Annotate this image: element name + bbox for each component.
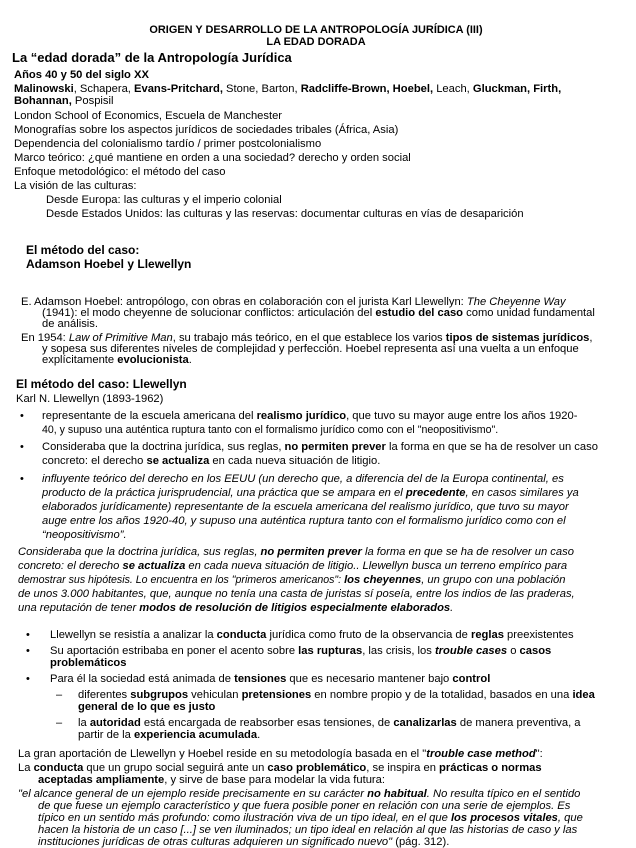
hoebel-text: En 1954: (21, 332, 69, 344)
list-emphasis: control (452, 673, 491, 685)
quote-text: (pág. 312). (392, 836, 450, 848)
hoebel-line: de análisis. (42, 318, 98, 330)
paragraph-text: en cada nueva situación de litigio.. Llewellyn busca un terreno empírico para (185, 560, 568, 572)
final-text: La gran aportación de Llewellyn y Hoebel reside en su metodología basada en el " (18, 748, 427, 760)
final-text: ": (535, 748, 543, 760)
list-text: Su aportación estribaba en poner el acento sobre (50, 645, 299, 657)
hoebel-text: E. Adamson Hoebel: antropólogo, con obras en colaboración con el jurista Karl Llewellyn: (21, 296, 467, 308)
bullet-dot: • (26, 673, 30, 685)
info-line: Monografías sobre los aspectos jurídicos de sociedades tribales (África, Asia) (14, 124, 399, 136)
paragraph-text: demostrar sus hipótesis. Lo encuentra en los "primeros americanos": (18, 574, 345, 586)
method-heading: El método del caso: (26, 243, 140, 257)
hoebel-line (42, 307, 595, 319)
list-text: jurídica como fruto de la observancia de (266, 629, 471, 641)
hoebel-line (42, 354, 192, 366)
quote-emphasis: los procesos vitales (450, 812, 558, 824)
list-text: vehiculan (188, 689, 242, 701)
author-name: Bohannan, (14, 95, 72, 107)
list-text: preexistentes (503, 629, 574, 641)
dash-marker: – (56, 717, 63, 729)
sublist-line (78, 689, 595, 701)
list-text: partir de la (78, 729, 134, 741)
list-emphasis: subgrupos (130, 689, 189, 701)
paragraph-line: de unos 3.000 habitantes, que, aunque no tenía una casta de juristas sí poseía, entre los indios de las praderas, (18, 588, 575, 600)
sublist-line (78, 717, 581, 729)
sublist-line: general de lo que es justo (78, 701, 216, 713)
bullet-1-line: 40, y supuso una auténtica ruptura tanto con el formalismo jurídico como con el "neopositivismo". (42, 424, 499, 436)
author-name: Evans-Pritchard, (134, 83, 223, 95)
method-subheading: Adamson Hoebel y Llewellyn (26, 257, 192, 271)
bullet-text: Consideraba que la doctrina jurídica, sus reglas, (42, 441, 285, 453)
bullet-3-line: “neopositivismo”. (42, 529, 127, 541)
list-emphasis: idea (572, 689, 595, 701)
quote-text: típico en un sentido más profundo: como ilustración viva de un tipo ideal, en el que (38, 812, 451, 824)
hoebel-text: . (188, 354, 192, 366)
author-name: Malinowski (14, 83, 74, 95)
info-line: Marco teórico: ¿qué mantiene en orden a una sociedad? derecho y orden social (14, 152, 411, 164)
paragraph-text: una reputación de tener (18, 602, 140, 614)
authors-line-1 (14, 83, 561, 95)
list-emphasis: canalizarlas (393, 717, 457, 729)
bullet-3-line: auge entre los años 1920-40, y supuso una auténtica ruptura tanto con el formalismo jurídico como con el (42, 515, 566, 527)
author-names: Pospisil (71, 95, 114, 107)
hoebel-emphasis: evolucionista (117, 354, 189, 366)
paragraph-text: Consideraba que la doctrina jurídica, sus reglas, (18, 546, 261, 558)
list-emphasis: pretensiones (241, 689, 312, 701)
bullet-text: , que tuvo su mayor auge entre los años 1920- (346, 410, 578, 422)
paragraph-line (18, 602, 453, 614)
bullet-emphasis: precedente (405, 487, 466, 499)
dash-marker: – (56, 689, 63, 701)
paragraph-line (18, 546, 574, 558)
quote-emphasis: no habitual (367, 788, 427, 800)
final-line (38, 774, 385, 786)
years-heading: Años 40 y 50 del siglo XX (14, 69, 149, 81)
hoebel-text: como unidad fundamental (463, 307, 595, 319)
title-line-1: ORIGEN Y DESARROLLO DE LA ANTROPOLOGÍA JURÍDICA (III) (149, 24, 483, 36)
paragraph-emphasis: se actualiza (122, 560, 186, 572)
title-line-2: LA EDAD DORADA (266, 36, 366, 48)
list-text: Llewellyn se resistía a analizar la (50, 629, 217, 641)
paragraph-line (18, 574, 566, 586)
bullet-text: producto de la práctica jurisprudencial, una práctica que se ampara en el (42, 487, 406, 499)
paragraph-text: concreto: el derecho (18, 560, 123, 572)
paragraph-text: , un grupo con una población (421, 574, 566, 586)
list-emphasis: tensiones (234, 673, 287, 685)
bullet-dot: • (20, 473, 24, 485)
author-names: Leach, (433, 83, 473, 95)
author-name: Gluckman, Firth, (472, 83, 562, 95)
final-emphasis: trouble case method (426, 748, 536, 760)
list-emphasis: las rupturas (298, 645, 363, 657)
quote-text: . No resulta típico en el sentido (426, 788, 581, 800)
final-emphasis: conducta (33, 762, 84, 774)
list-emphasis: conducta (216, 629, 267, 641)
list-item-line (50, 673, 490, 685)
list-emphasis: experiencia acumulada (133, 729, 258, 741)
quote-line (18, 788, 580, 800)
quote-text: , que (557, 812, 583, 824)
author-name: Radcliffe-Brown, Hoebel, (300, 83, 434, 95)
info-line: Enfoque metodológico: el método del caso (14, 166, 226, 178)
bullet-3-line (42, 487, 579, 499)
bullet-text: , en casos similares ya (465, 487, 579, 499)
list-item-line: problemáticos (50, 657, 127, 669)
list-text: que es necesario mantener bajo (286, 673, 453, 685)
paragraph-text: la forma en que se ha de resolver un caso (361, 546, 574, 558)
bullet-3-line: influyente teórico del derecho en los EEUU (un derecho que, a diferencia del de la Europa continental, es (42, 473, 564, 485)
list-text: está encargada de reabsorber esas tensiones, de (140, 717, 394, 729)
list-text: , las crisis, los (362, 645, 435, 657)
llewellyn-dates: Karl N. Llewellyn (1893-1962) (16, 393, 164, 405)
quote-line (38, 812, 583, 824)
book-title: Law of Primitive Man (68, 332, 173, 344)
list-text: diferentes (78, 689, 131, 701)
final-line (18, 748, 543, 760)
bullet-text: en cada nueva situación de litigio. (209, 455, 381, 467)
llewellyn-heading: El método del caso: Llewellyn (16, 377, 187, 391)
sublist-line (78, 729, 260, 741)
list-text: en nombre propio y de la totalidad, basados en una (311, 689, 573, 701)
list-item-line (50, 645, 551, 657)
list-text: la (78, 717, 90, 729)
quote-line: hacen la historia de un caso [...] se ven iluminados; un tipo ideal en relación al que las historias de caso y las (38, 824, 578, 836)
bullet-emphasis: realismo jurídico (256, 410, 347, 422)
bullet-2-line (42, 455, 380, 467)
hoebel-text: explícitamente (42, 354, 118, 366)
bullet-dot: • (26, 629, 30, 641)
quote-text: instituciones jurídicas de otras culturas adquieren un significado nuevo" (38, 836, 393, 848)
book-title: The Cheyenne Way (466, 296, 566, 308)
list-item-line (50, 629, 574, 641)
bullet-text: la forma en que se ha de resolver un caso (385, 441, 598, 453)
info-line: La visión de las culturas: (14, 180, 137, 192)
authors-line-2 (14, 95, 113, 107)
bullet-text: concreto: el derecho (42, 455, 147, 467)
list-emphasis: autoridad (89, 717, 141, 729)
list-text: . (257, 729, 261, 741)
list-text: de manera preventiva, a (456, 717, 581, 729)
bullet-2-line (42, 441, 598, 453)
paragraph-emphasis: modos de resolución de litigios especialmente elaborados (139, 602, 451, 614)
hoebel-text: (1941): el modo cheyenne de solucionar conflictos: articulación del (42, 307, 376, 319)
hoebel-text: , (589, 332, 593, 344)
bullet-3-line: elaborados jurídicamente) representante de la escuela americana del realismo jurídico, que tuvo su mayor (42, 501, 569, 513)
paragraph-line (18, 560, 567, 572)
info-line: London School of Economics, Escuela de Manchester (14, 110, 283, 122)
info-line-indented: Desde Europa: las culturas y el imperio colonial (46, 194, 282, 206)
list-emphasis: trouble cases (434, 645, 508, 657)
info-line-indented: Desde Estados Unidos: las culturas y las reservas: documentar culturas en vías de desaparición (46, 208, 524, 220)
quote-text: "el alcance general de un ejemplo reside precisamente en su carácter (18, 788, 368, 800)
final-text: que un grupo social seguirá ante un (83, 762, 268, 774)
section-heading-golden-age: La “edad dorada” de la Antropología Jurídica (12, 50, 292, 65)
author-names: Stone, Barton, (222, 83, 301, 95)
quote-line: de que fuese un ejemplo característico y que fuera posible poner en relación con una serie de ejemplos. Es (38, 800, 571, 812)
final-text: La (18, 762, 34, 774)
final-emphasis: aceptadas ampliamente (38, 774, 165, 786)
info-line: Dependencia del colonialismo tardío / primer postcolonialismo (14, 138, 322, 150)
bullet-1-line (42, 410, 577, 422)
final-emphasis: prácticas o normas (439, 762, 542, 774)
bullet-text: representante de la escuela americana del (42, 410, 257, 422)
bullet-dot: • (20, 441, 24, 453)
paragraph-emphasis: no permiten prever (260, 546, 362, 558)
final-text: , se inspira en (366, 762, 440, 774)
paragraph-emphasis: los cheyennes (344, 574, 422, 586)
paragraph-text: . (450, 602, 454, 614)
bullet-emphasis: no permiten prever (284, 441, 386, 453)
list-text: o (507, 645, 520, 657)
final-text: , y sirve de base para modelar la vida futura: (164, 774, 385, 786)
bullet-dot: • (20, 410, 24, 422)
list-emphasis: reglas (470, 629, 504, 641)
hoebel-emphasis: tipos de sistemas jurídicos (445, 332, 590, 344)
final-emphasis: caso problemático (267, 762, 367, 774)
final-line (18, 762, 542, 774)
list-emphasis: casos (519, 645, 552, 657)
bullet-dot: • (26, 645, 30, 657)
list-text: Para él la sociedad está animada de (50, 673, 235, 685)
author-names: , Schapera, (73, 83, 135, 95)
quote-line (38, 836, 449, 848)
bullet-emphasis: se actualiza (146, 455, 210, 467)
hoebel-emphasis: estudio del caso (375, 307, 464, 319)
hoebel-line: y sopesa sus diferentes niveles de complejidad y perfección. Hoebel representa así una vuelta a un enfoque (42, 343, 579, 355)
hoebel-text: , su trabajo más teórico, en el que establece los varios (172, 332, 446, 344)
